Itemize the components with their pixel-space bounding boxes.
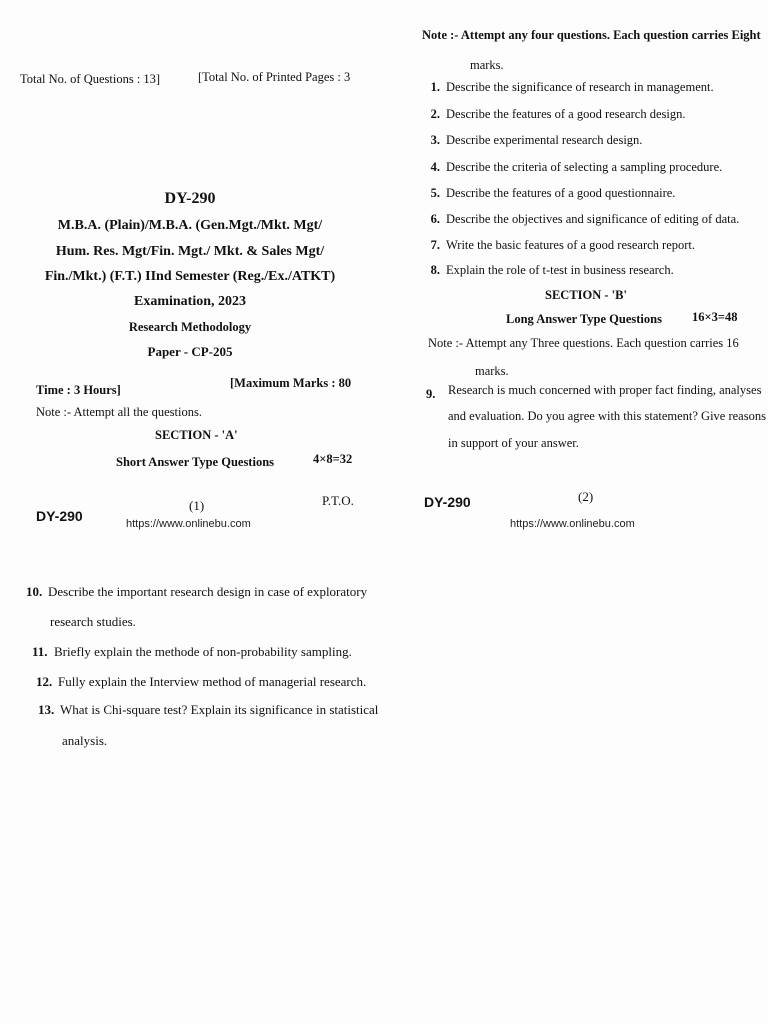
question-text: Explain the role of t-test in business research. <box>446 263 674 277</box>
question-text: Fully explain the Interview method of managerial research. <box>58 674 367 689</box>
question-text: Briefly explain the methode of non-probability sampling. <box>54 644 352 659</box>
question-7 <box>410 238 695 253</box>
subject-title: Research Methodology <box>128 320 252 334</box>
question-text: Describe experimental research design. <box>446 133 643 147</box>
total-questions: Total No. of Questions : 13] <box>20 72 161 86</box>
source-url-2: https://www.onlinebu.com <box>510 518 635 530</box>
section-a-heading: SECTION - 'A' <box>155 428 238 442</box>
question-text: Describe the features of a good research design. <box>446 107 686 121</box>
question-4 <box>410 160 722 175</box>
program-line-2: Hum. Res. Mgt/Fin. Mgt./ Mkt. & Sales Mgt/ <box>55 244 325 259</box>
question-text: Describe the criteria of selecting a sampling procedure. <box>446 160 723 174</box>
question-number: 2. <box>430 107 440 121</box>
paper-number: Paper - CP-205 <box>147 344 233 359</box>
printed-pages: [Total No. of Printed Pages : 3 <box>198 70 351 84</box>
section-b-heading: SECTION - 'B' <box>545 288 627 302</box>
paper-code: DY-290 <box>164 190 216 207</box>
question-number: 7. <box>430 238 440 252</box>
section-b-marks: 16×3=48 <box>692 310 738 324</box>
question-number: 4. <box>430 160 440 174</box>
page-number-2: (2) <box>578 489 594 504</box>
section-a-marks: 4×8=32 <box>313 452 353 466</box>
footer-code-page-2: DY-290 <box>424 494 471 510</box>
question-9-line-1: Research is much concerned with proper fact finding, analyses <box>448 383 762 397</box>
question-text: Describe the significance of research in management. <box>446 80 714 94</box>
question-text: Describe the objectives and significance of editing of data. <box>446 212 740 226</box>
program-line-3: Fin./Mkt.) (F.T.) IInd Semester (Reg./Ex./ATKT) <box>44 269 336 284</box>
question-8 <box>410 263 674 278</box>
program-line-1: M.B.A. (Plain)/M.B.A. (Gen.Mgt./Mkt. Mgt/ <box>57 218 323 233</box>
question-10-line-2: research studies. <box>50 614 136 629</box>
note-section-a-line-2: marks. <box>470 58 504 72</box>
question-12 <box>36 674 366 690</box>
question-number: 5. <box>430 186 440 200</box>
question-number: 3. <box>430 133 440 147</box>
time-allowed: Time : 3 Hours] <box>36 383 121 397</box>
question-number: 6. <box>430 212 440 226</box>
question-number: 1. <box>430 80 440 94</box>
note-section-b-line-1: Note :- Attempt any Three questions. Each question carries 16 <box>428 336 739 350</box>
question-text: Describe the important research design in case of exploratory <box>48 584 368 599</box>
question-5 <box>410 186 675 201</box>
note-section-a-line-1 <box>422 28 761 43</box>
section-a-title: Short Answer Type Questions <box>116 455 275 469</box>
footer-code-page-1: DY-290 <box>36 508 83 524</box>
question-1 <box>410 80 714 95</box>
question-number: 10. <box>26 584 43 599</box>
question-13 <box>38 702 378 718</box>
page-number-1: (1) <box>189 498 205 513</box>
section-b-title: Long Answer Type Questions <box>506 312 662 326</box>
question-number: 11. <box>32 644 48 659</box>
question-11 <box>32 644 352 660</box>
question-number: 9. <box>426 387 436 401</box>
question-text: What is Chi-square test? Explain its significance in statistical <box>60 702 379 717</box>
source-url-1: https://www.onlinebu.com <box>126 518 251 530</box>
question-9-line-3: in support of your answer. <box>448 436 579 450</box>
question-9-line-2: and evaluation. Do you agree with this statement? Give reasons <box>448 409 766 423</box>
question-10 <box>26 584 367 600</box>
question-number: 8. <box>430 263 440 277</box>
question-number: 13. <box>38 702 55 717</box>
note-section-b-line-2: marks. <box>475 364 509 378</box>
question-text: Write the basic features of a good research report. <box>446 238 696 252</box>
pto-label: P.T.O. <box>322 493 354 508</box>
maximum-marks: [Maximum Marks : 80 <box>230 376 352 390</box>
note-section-a-text: Note :- Attempt any four questions. Each question carries Eight <box>422 28 761 42</box>
question-3 <box>410 133 642 148</box>
question-6 <box>410 212 739 227</box>
question-text: Describe the features of a good questionnaire. <box>446 186 676 200</box>
question-13-line-2: analysis. <box>62 733 108 748</box>
question-9 <box>426 387 446 402</box>
question-2 <box>410 107 685 122</box>
note-section-a: Note :- Attempt all the questions. <box>36 405 202 419</box>
question-number: 12. <box>36 674 53 689</box>
exam-year: Examination, 2023 <box>133 294 246 309</box>
